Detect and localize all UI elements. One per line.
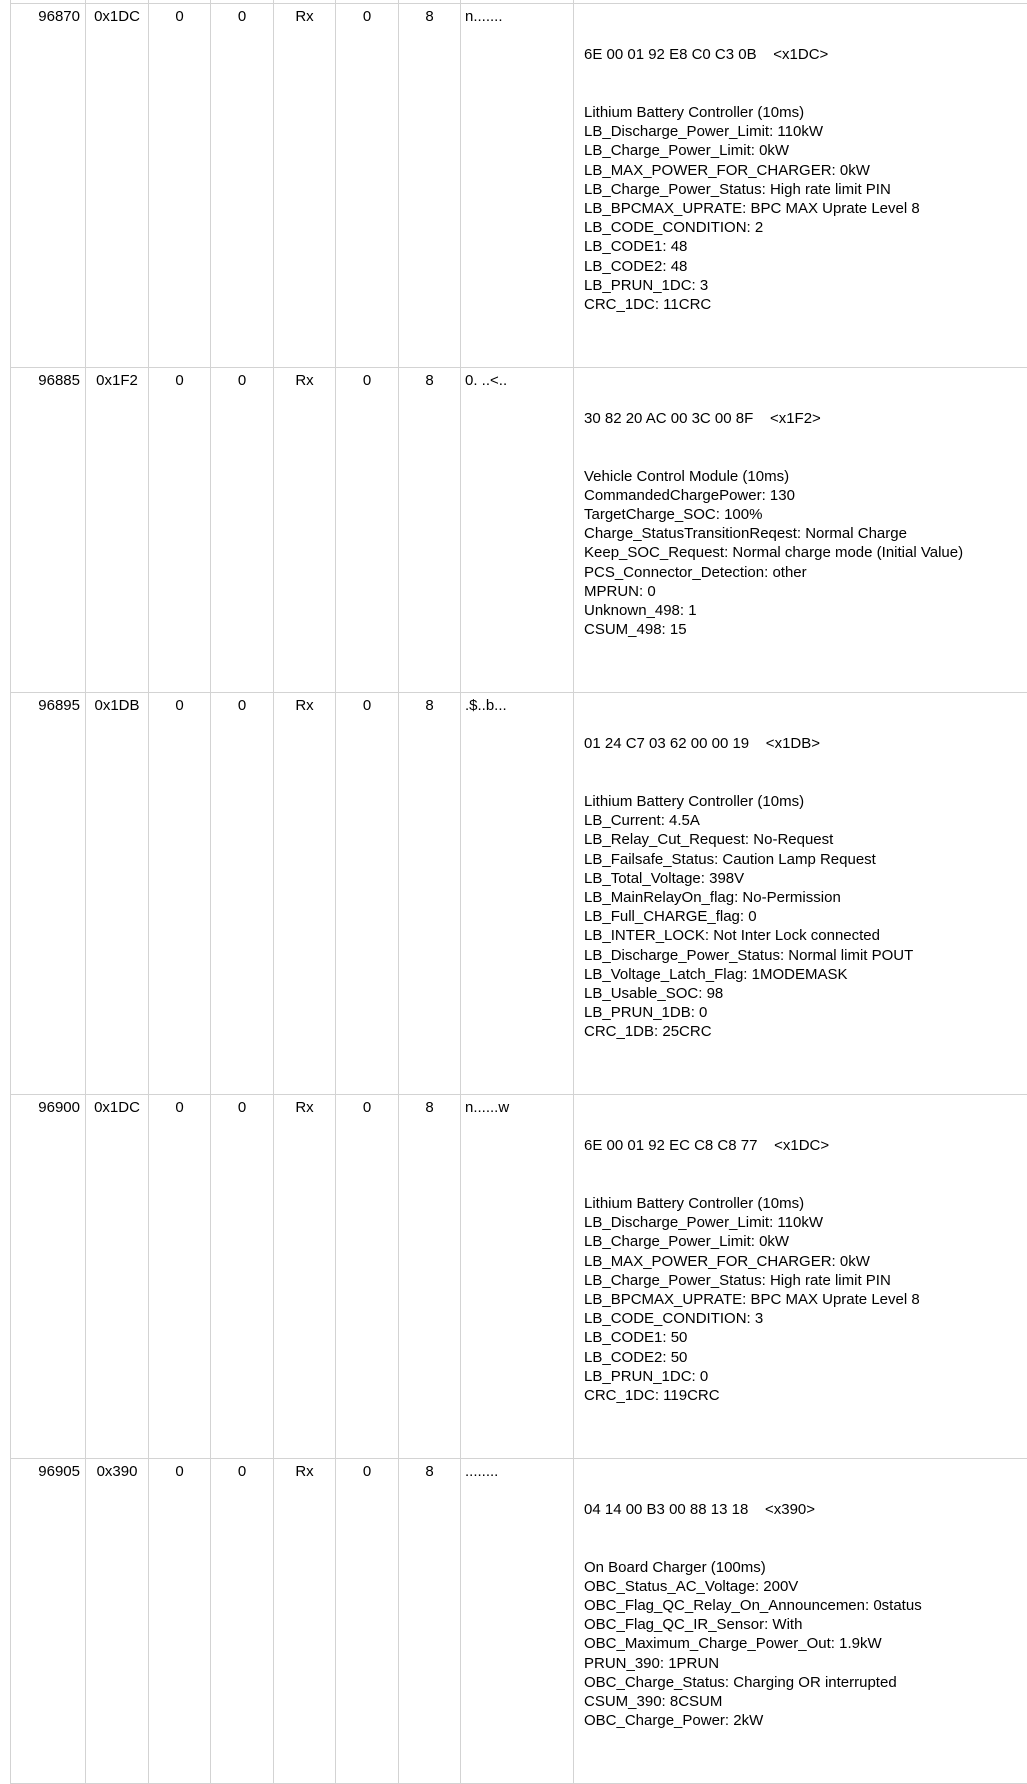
message-row[interactable] [11, 4, 1027, 368]
extended-cell: 0 [149, 1459, 211, 1783]
extended-cell: 0 [149, 368, 211, 692]
decoded-line: Keep_SOC_Request: Normal charge mode (Initial Value) [584, 544, 964, 562]
hex-bytes: 30 82 20 AC 00 3C 00 8F <x1F2> [584, 410, 821, 428]
decoded-line: OBC_Charge_Power: 2kW [584, 1712, 764, 1730]
decoded-line: LB_Charge_Power_Status: High rate limit PIN [584, 1271, 891, 1289]
decoded-line: LB_CODE2: 50 [584, 1348, 688, 1366]
extended-cell: 0 [149, 693, 211, 1094]
length-cell: 8 [399, 1095, 461, 1458]
decoded-signals [584, 1558, 1027, 1731]
decoded-line: LB_CODE2: 48 [584, 257, 688, 275]
remote-cell: 0 [211, 693, 274, 1094]
bus-cell: 0 [336, 1095, 399, 1458]
decoded-line: Unknown_498: 1 [584, 602, 697, 620]
bus-cell: 0 [336, 4, 399, 367]
decoded-line: LB_PRUN_1DB: 0 [584, 1004, 708, 1022]
can-id-cell: 0x1F2 [86, 368, 149, 692]
decoded-line: LB_MainRelayOn_flag: No-Permission [584, 888, 841, 906]
remote-cell: 0 [211, 4, 274, 367]
decoded-line: CommandedChargePower: 130 [584, 486, 795, 504]
length-cell: 8 [399, 4, 461, 367]
decoded-line: PCS_Connector_Detection: other [584, 563, 807, 581]
decoded-line: LB_CODE_CONDITION: 2 [584, 219, 764, 237]
decoded-line: OBC_Flag_QC_IR_Sensor: With [584, 1616, 803, 1634]
decoded-line: LB_Total_Voltage: 398V [584, 869, 745, 887]
decoded-line: LB_Relay_Cut_Request: No-Request [584, 831, 834, 849]
timestamp-cell: 96885 [11, 368, 86, 692]
remote-cell: 0 [211, 1459, 274, 1783]
decoded-line: LB_BPCMAX_UPRATE: BPC MAX Uprate Level 8 [584, 200, 920, 218]
message-row[interactable] [11, 693, 1027, 1095]
hex-bytes: 04 14 00 B3 00 88 13 18 <x390> [584, 1501, 816, 1519]
data-cell [574, 368, 1027, 692]
ascii-cell: .$..b... [461, 693, 574, 1094]
can-id-cell: 0x390 [86, 1459, 149, 1783]
timestamp-cell: 96870 [11, 4, 86, 367]
decoded-line: PRUN_390: 1PRUN [584, 1654, 720, 1672]
hex-bytes: 01 24 C7 03 62 00 00 19 <x1DB> [584, 735, 821, 753]
decoded-line: Lithium Battery Controller (10ms) [584, 104, 805, 122]
decoded-line: LB_PRUN_1DC: 3 [584, 276, 709, 294]
decoded-line: LB_Charge_Power_Limit: 0kW [584, 1233, 790, 1251]
ascii-cell: n....... [461, 4, 574, 367]
message-row[interactable] [11, 1095, 1027, 1459]
decoded-line: LB_MAX_POWER_FOR_CHARGER: 0kW [584, 1252, 870, 1270]
decoded-line: LB_CODE1: 50 [584, 1329, 688, 1347]
message-row[interactable] [11, 368, 1027, 693]
decoded-line: LB_PRUN_1DC: 0 [584, 1367, 709, 1385]
timestamp-cell: 96900 [11, 1095, 86, 1458]
length-cell: 8 [399, 693, 461, 1094]
decoded-line: Lithium Battery Controller (10ms) [584, 1194, 805, 1212]
can-id-cell: 0x1DC [86, 4, 149, 367]
decoded-line: LB_INTER_LOCK: Not Inter Lock connected [584, 927, 880, 945]
timestamp-cell: 96905 [11, 1459, 86, 1783]
ascii-cell: 0. ..<.. [461, 368, 574, 692]
decoded-line: LB_CODE1: 48 [584, 238, 688, 256]
decoded-signals [584, 467, 1027, 640]
direction-cell: Rx [274, 1095, 336, 1458]
message-row[interactable] [11, 1459, 1027, 1784]
decoded-line: LB_BPCMAX_UPRATE: BPC MAX Uprate Level 8 [584, 1291, 920, 1308]
can-id-cell: 0x1DC [86, 1095, 149, 1458]
direction-cell: Rx [274, 368, 336, 692]
can-id-cell: 0x1DB [86, 693, 149, 1094]
decoded-line: OBC_Charge_Status: Charging OR interrupted [584, 1673, 897, 1691]
decoded-line: LB_CODE_CONDITION: 3 [584, 1310, 764, 1328]
decoded-line: LB_Discharge_Power_Limit: 110kW [584, 123, 823, 141]
decoded-signals [584, 103, 1027, 314]
bus-cell: 0 [336, 368, 399, 692]
hex-bytes: 6E 00 01 92 E8 C0 C3 0B <x1DC> [584, 46, 829, 64]
decoded-signals [584, 1194, 1027, 1405]
decoded-signals [584, 792, 1027, 1042]
decoded-line: CRC_1DB: 25CRC [584, 1023, 712, 1041]
decoded-line: LB_Discharge_Power_Status: Normal limit POUT [584, 946, 914, 964]
decoded-line: OBC_Status_AC_Voltage: 200V [584, 1577, 799, 1595]
decoded-line: LB_Failsafe_Status: Caution Lamp Request [584, 850, 876, 868]
decoded-line: OBC_Flag_QC_Relay_On_Announcemen: 0status [584, 1597, 922, 1615]
decoded-line: Charge_StatusTransitionReqest: Normal Charge [584, 525, 907, 543]
length-cell: 8 [399, 368, 461, 692]
decoded-line: On Board Charger (100ms) [584, 1558, 766, 1576]
extended-cell: 0 [149, 4, 211, 367]
decoded-line: LB_MAX_POWER_FOR_CHARGER: 0kW [584, 161, 870, 179]
bus-cell: 0 [336, 1459, 399, 1783]
message-table [10, 0, 1027, 1784]
decoded-line: CRC_1DC: 11CRC [584, 296, 712, 314]
extended-cell: 0 [149, 1095, 211, 1458]
decoded-line: LB_Usable_SOC: 98 [584, 984, 724, 1002]
decoded-line: Vehicle Control Module (10ms) [584, 467, 790, 485]
remote-cell: 0 [211, 1095, 274, 1458]
direction-cell: Rx [274, 693, 336, 1094]
data-cell [574, 1459, 1027, 1783]
decoded-line: MPRUN: 0 [584, 582, 656, 600]
decoded-line: LB_Current: 4.5A [584, 812, 700, 830]
direction-cell: Rx [274, 4, 336, 367]
timestamp-cell: 96895 [11, 693, 86, 1094]
decoded-line: Lithium Battery Controller (10ms) [584, 792, 805, 810]
direction-cell: Rx [274, 1459, 336, 1783]
decoded-line: LB_Voltage_Latch_Flag: 1MODEMASK [584, 965, 848, 983]
ascii-cell: n......w [461, 1095, 574, 1458]
decoded-line: LB_Full_CHARGE_flag: 0 [584, 908, 757, 926]
decoded-line: CSUM_390: 8CSUM [584, 1693, 723, 1711]
data-cell [574, 1095, 1027, 1458]
decoded-line: OBC_Maximum_Charge_Power_Out: 1.9kW [584, 1635, 882, 1653]
decoded-line: LB_Discharge_Power_Limit: 110kW [584, 1214, 823, 1232]
hex-bytes: 6E 00 01 92 EC C8 C8 77 <x1DC> [584, 1137, 830, 1155]
data-cell [574, 693, 1027, 1094]
remote-cell: 0 [211, 368, 274, 692]
decoded-line: TargetCharge_SOC: 100% [584, 506, 763, 524]
decoded-line: CRC_1DC: 119CRC [584, 1387, 720, 1405]
length-cell: 8 [399, 1459, 461, 1783]
decoded-line: LB_Charge_Power_Limit: 0kW [584, 142, 790, 160]
decoded-line: CSUM_498: 15 [584, 621, 687, 639]
ascii-cell: ........ [461, 1459, 574, 1783]
bus-cell: 0 [336, 693, 399, 1094]
decoded-line: LB_Charge_Power_Status: High rate limit PIN [584, 180, 891, 198]
data-cell [574, 4, 1027, 367]
